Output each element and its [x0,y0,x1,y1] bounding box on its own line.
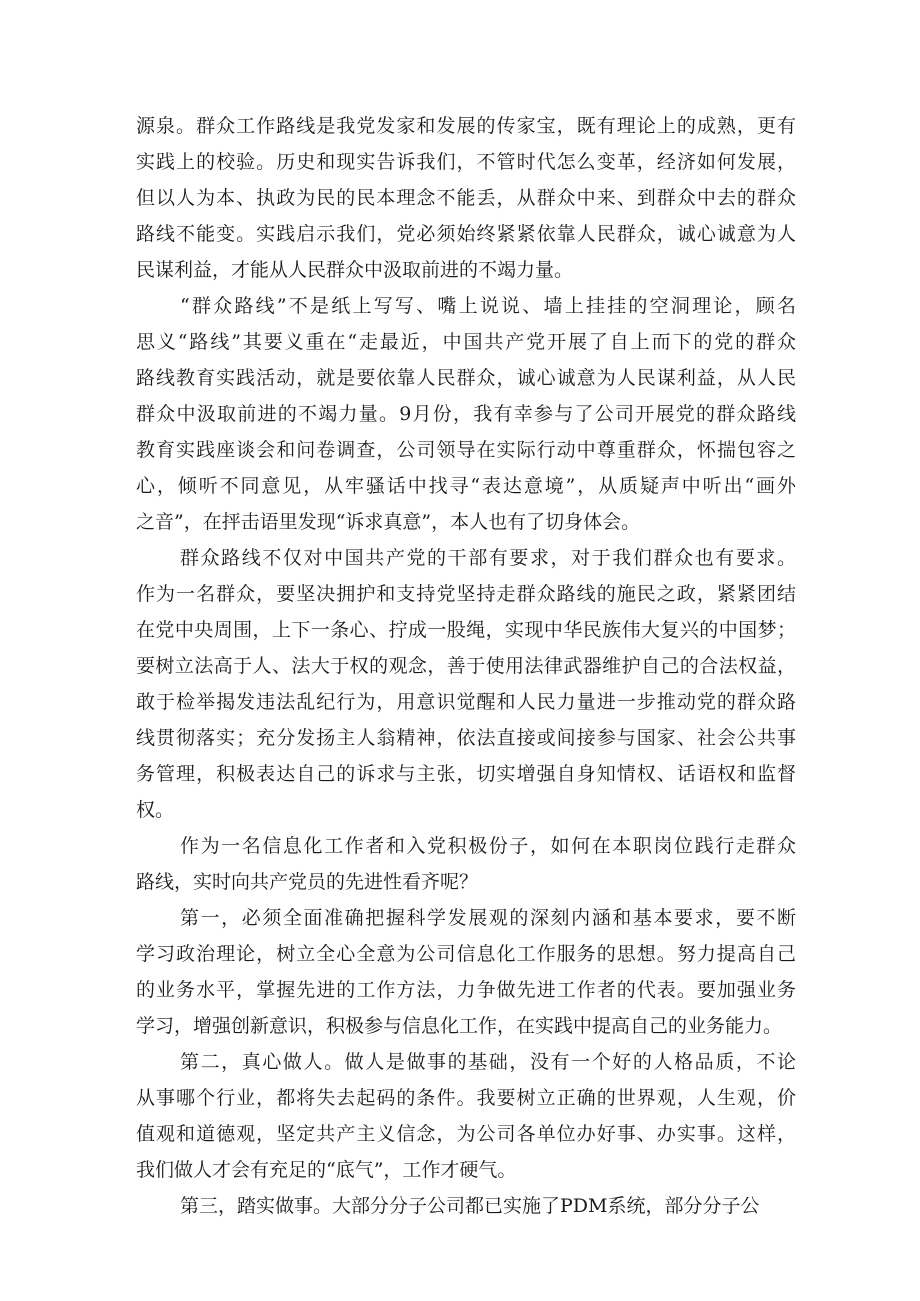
text-line: 学习，增强创新意识，积极参与信息化工作，在实践中提高自己的业务能力。 [136,1015,783,1037]
text-line: 群众路线不仅对中国共产党的干部有要求，对于我们群众也有要求。 [180,547,796,569]
text-line: 但以人为本、执政为民的民本理念不能丢，从群众中来、到群众中去的群众 [136,187,796,209]
text-line: 实践上的校验。历史和现实告诉我们，不管时代怎么变革，经济如何发展， [136,151,796,173]
text-line: 教育实践座谈会和问卷调查，公司领导在实际行动中尊重群众，怀揣包容之 [136,439,796,461]
text-line: 第一，必须全面准确把握科学发展观的深刻内涵和基本要求，要不断 [180,907,796,929]
text-line: 路线教育实践活动，就是要依靠人民群众，诚心诚意为人民谋利益，从人民 [136,367,796,389]
text-line: 我们做人才会有充足的“底气”，工作才硬气。 [136,1159,517,1181]
text-line: 作为一名群众，要坚决拥护和支持党坚持走群众路线的施民之政，紧紧团结 [136,583,796,605]
text-line: 之音”，在抨击语里发现“诉求真意”，本人也有了切身体会。 [136,511,641,533]
text-line: 学习政治理论，树立全心全意为公司信息化工作服务的思想。努力提高自己 [136,943,796,965]
paragraph [136,288,796,540]
text-line: 敢于检举揭发违法乱纪行为，用意识觉醒和人民力量进一步推动党的群众路 [136,691,796,713]
text-line: 在党中央周围，上下一条心、拧成一股绳，实现中华民族伟大复兴的中国梦； [136,619,796,641]
text-line: 源泉。群众工作路线是我党发家和发展的传家宝，既有理论上的成熟，更有 [136,115,796,137]
text-line: 心，倾听不同意见，从牢骚话中找寻“表达意境”，从质疑声中听出“画外 [136,475,796,497]
text-line: 权。 [136,799,175,821]
text-line: 路线不能变。实践启示我们，党必须始终紧紧依靠人民群众，诚心诚意为人 [136,223,796,245]
text-line: 群众中汲取前进的不竭力量。9月份，我有幸参与了公司开展党的群众路线 [136,403,796,425]
text-line: 务管理，积极表达自己的诉求与主张，切实增强自身知情权、话语权和监督 [136,763,796,785]
paragraph [136,1044,796,1188]
text-line: 从事哪个行业，都将失去起码的条件。我要树立正确的世界观，人生观，价 [136,1087,796,1109]
paragraph [136,900,796,1044]
paragraph [136,828,796,900]
text-line: “群众路线”不是纸上写写、嘴上说说、墙上挂挂的空洞理论，顾名 [180,295,796,317]
text-line: 路线，实时向共产党员的先进性看齐呢？ [136,871,479,893]
text-line: 作为一名信息化工作者和入党积极份子，如何在本职岗位践行走群众 [180,835,796,857]
document-body [136,108,796,1224]
text-line: 的业务水平，掌握先进的工作方法，力争做先进工作者的代表。要加强业务 [136,979,796,1001]
paragraph [136,540,796,828]
text-line: 要树立法高于人、法大于权的观念，善于使用法律武器维护自己的合法权益， [136,655,796,677]
text-line: 值观和道德观，坚定共产主义信念，为公司各单位办好事、办实事。这样， [136,1123,796,1145]
text-line: 线贯彻落实；充分发扬主人翁精神，依法直接或间接参与国家、社会公共事 [136,727,796,749]
paragraph [136,108,796,288]
text-line: 第三，踏实做事。大部分分子公司都已实施了PDM系统，部分分子公 [180,1195,760,1217]
text-line: 民谋利益，才能从人民群众中汲取前进的不竭力量。 [136,259,574,281]
text-line: 第二，真心做人。做人是做事的基础，没有一个好的人格品质，不论 [180,1051,796,1073]
paragraph [136,1188,796,1224]
text-line: 思义“路线”其要义重在“走最近，中国共产党开展了自上而下的党的群众 [136,331,796,353]
